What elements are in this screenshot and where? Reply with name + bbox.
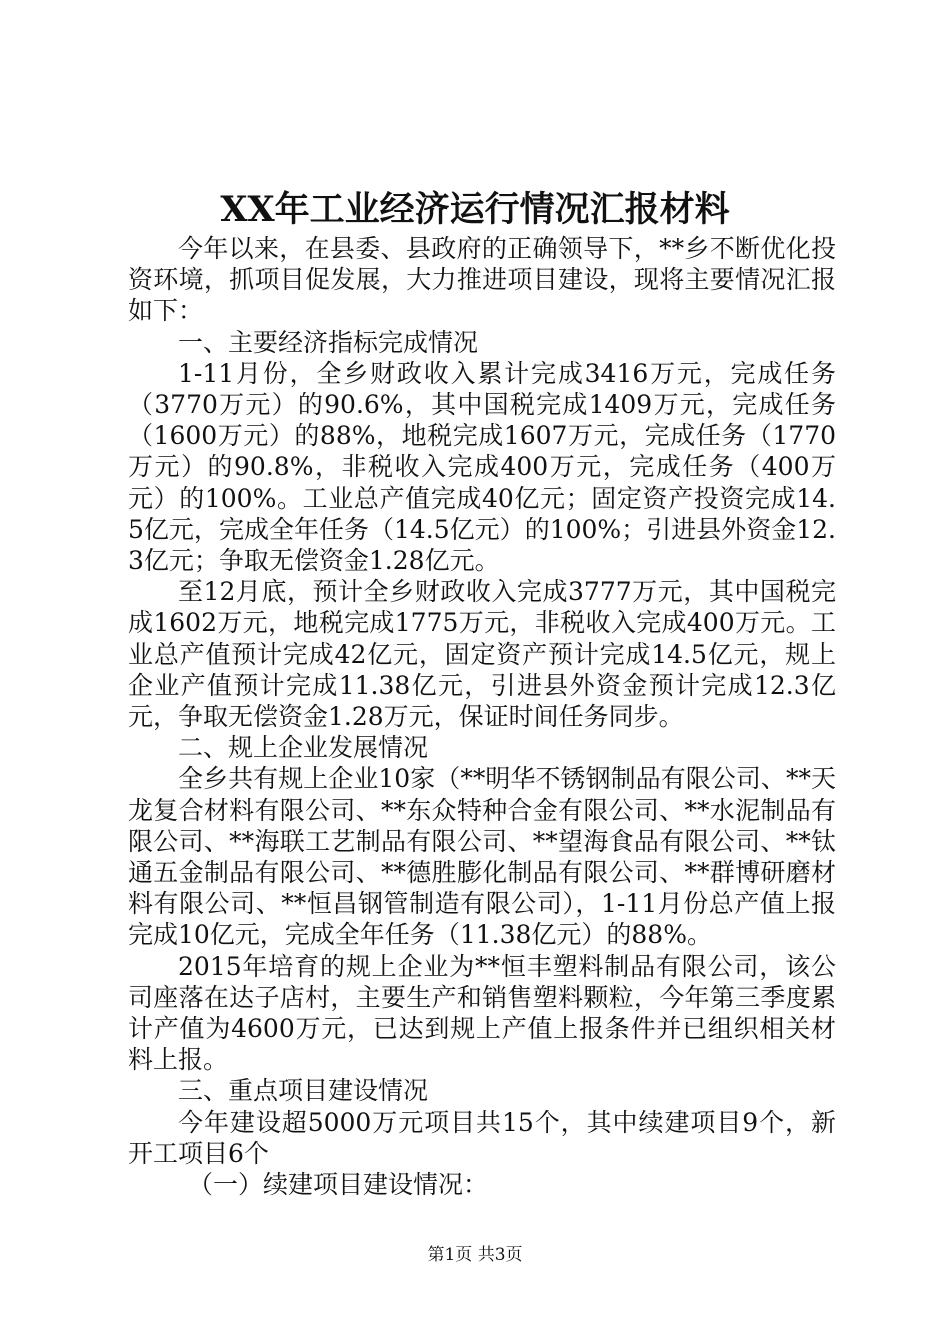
page-number-footer: 第1页 共3页	[427, 1245, 523, 1265]
document-title: XX年工业经济运行情况汇报材料	[220, 189, 730, 230]
intro-paragraph: 今年以来，在县委、县政府的正确领导下，**乡不断优化投资环境，抓项目促发展，大力推进项目建设，现将主要情况汇报如下：	[128, 234, 836, 326]
body-paragraph: 2015年培育的规上企业为**恒丰塑料制品有限公司，该公司座落在达子店村，主要生产和销售塑料颗粒，今年第三季度累计产值为4600万元，已达到规上产值上报条件并已组织相关材料上报。	[128, 951, 836, 1075]
section-heading-3: 三、重点项目建设情况	[178, 1076, 429, 1106]
body-paragraph: 至12月底，预计全乡财政收入完成3777万元，其中国税完成1602万元，地税完成1775万元，非税收入完成400万元。工业总产值预计完成42亿元，固定资产预计完成14.5亿元，规上企业产值预计完成11.38亿元，引进县外资金预计完成12.3亿元，争取无偿资金1.28万元，保证时间任务同步。	[128, 577, 836, 732]
body-paragraph: 今年建设超5000万元项目共15个，其中续建项目9个，新开工项目6个	[128, 1107, 836, 1168]
sub-section-heading: （一）续建项目建设情况：	[188, 1170, 489, 1200]
document-body	[128, 233, 836, 1200]
section-heading-1: 一、主要经济指标完成情况	[178, 327, 479, 357]
body-paragraph: 1-11月份，全乡财政收入累计完成3416万元，完成任务（3770万元）的90.6%，其中国税完成1409万元，完成任务（1600万元）的88%，地税完成1607万元，完成任务（1770万元）的90.8%，非税收入完成400万元，完成任务（400万元）的100%。工业总产值完成40亿元；固定资产投资完成14.5亿元，完成全年任务（14.5亿元）的100%；引进县外资金12.3亿元；争取无偿资金1.28亿元。	[128, 358, 836, 576]
body-paragraph: 全乡共有规上企业10家（**明华不锈钢制品有限公司、**天龙复合材料有限公司、**东众特种合金有限公司、**水泥制品有限公司、**海联工艺制品有限公司、**望海食品有限公司、**钛通五金制品有限公司、**德胜膨化制品有限公司、**群博研磨材料有限公司、**恒昌钢管制造有限公司），1-11月份总产值上报完成10亿元，完成全年任务（11.38亿元）的88%。	[128, 764, 836, 950]
section-heading-2: 二、规上企业发展情况	[178, 733, 429, 763]
